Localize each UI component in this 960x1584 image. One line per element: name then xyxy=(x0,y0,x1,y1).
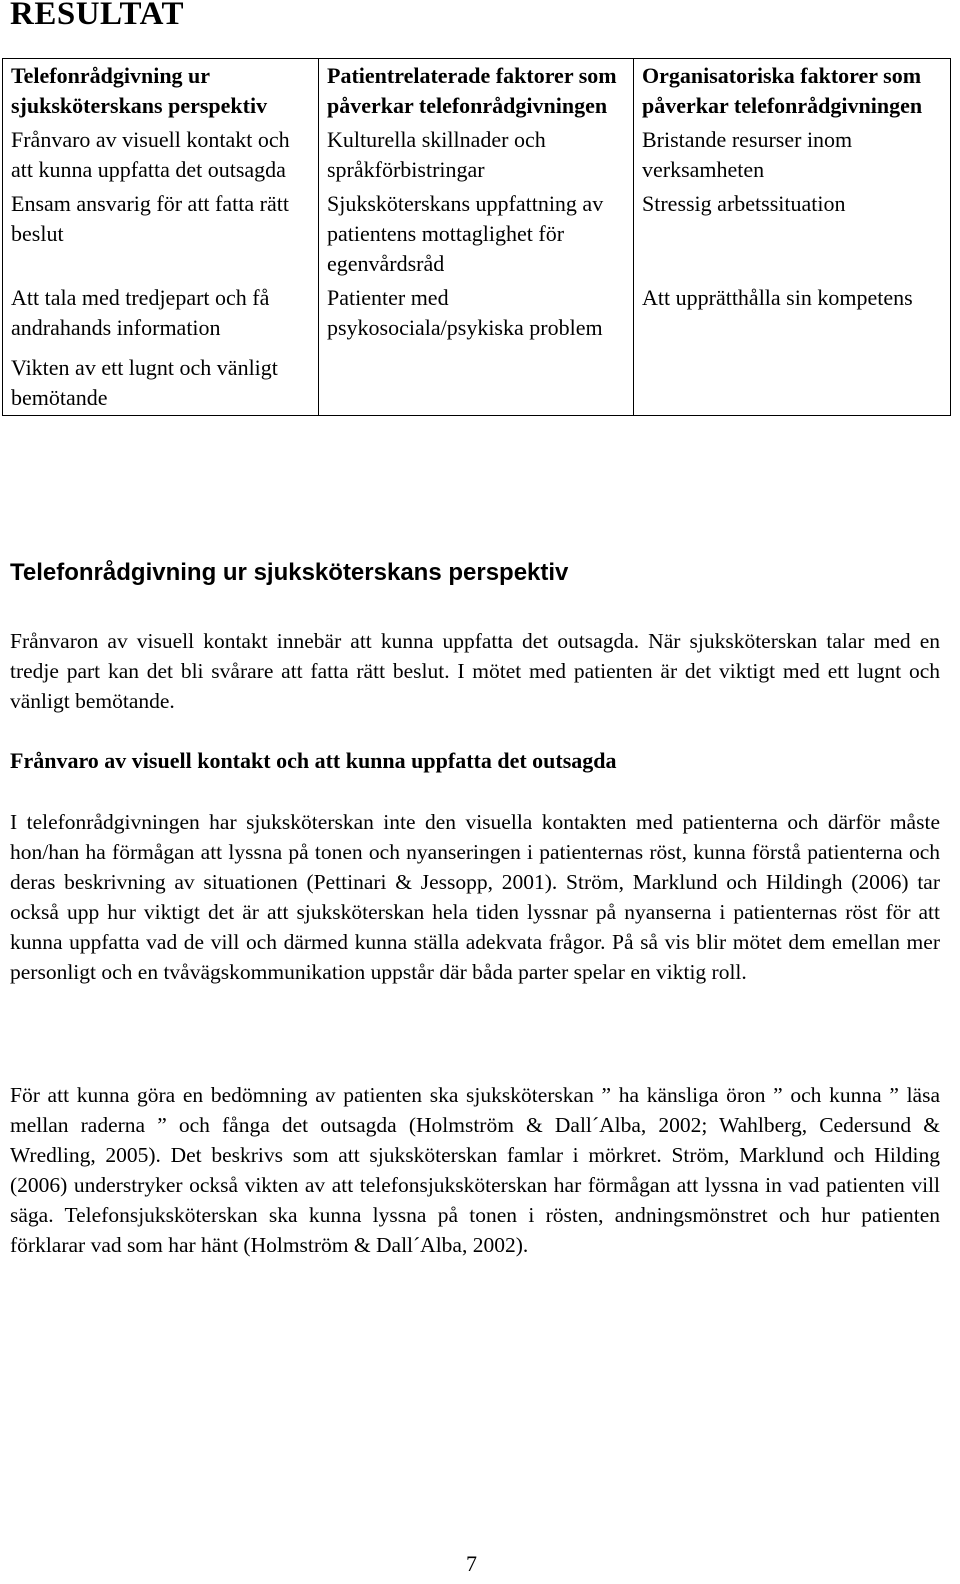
table-cell-col2-item3: Patienter med psykosociala/psykiska problem xyxy=(319,281,634,345)
section-intro-paragraph: Frånvaron av visuell kontakt innebär att kunna uppfatta det outsagda. När sjuksköterskan talar med en tredje part kan det bli svårare att fatta rätt beslut. I mötet med patienten är det viktigt med ett lugnt och vänligt bemötande. xyxy=(10,629,940,713)
table-cell-col1-item1: Frånvaro av visuell kontakt och att kunna uppfatta det outsagda xyxy=(3,123,319,187)
table-cell-col1-item3: Att tala med tredjepart och få andrahands information xyxy=(3,281,319,345)
table-header-col1: Telefonrådgivning ur sjuksköterskans perspektiv xyxy=(3,59,319,124)
table-cell-col2-item1: Kulturella skillnader och språkförbistringar xyxy=(319,123,634,187)
table-cell-col3-item3: Att upprätthålla sin kompetens xyxy=(634,281,951,345)
table-cell-col1-item2: Ensam ansvarig för att fatta rätt beslut xyxy=(3,187,319,281)
page-title: RESULTAT xyxy=(10,0,184,32)
table-header-col2: Patientrelaterade faktorer som påverkar telefonrådgivningen xyxy=(319,59,634,124)
subsection-heading: Frånvaro av visuell kontakt och att kunna uppfatta det outsagda xyxy=(10,748,617,773)
page-number: 7 xyxy=(466,1551,477,1576)
table-cell-col3-empty xyxy=(634,345,951,416)
table-cell-col1-item4: Vikten av ett lugnt och vänligt bemötande xyxy=(3,345,319,416)
table-header-col3: Organisatoriska faktorer som påverkar telefonrådgivningen xyxy=(634,59,951,124)
table-cell-col2-empty xyxy=(319,345,634,416)
table-cell-col3-item1: Bristande resurser inom verksamheten xyxy=(634,123,951,187)
results-theme-table xyxy=(2,58,951,416)
table-cell-col3-item2: Stressig arbetssituation xyxy=(634,187,951,281)
body-paragraph-1: I telefonrådgivningen har sjuksköterskan inte den visuella kontakten med patienterna och därför måste hon/han ha förmågan att lyssna på tonen och nyanseringen i patienternas röst, kunna förstå patienterna och deras beskrivning av situationen (Pettinari & Jessopp, 2001). Ström, Marklund och Hildingh (2006) tar också upp hur viktigt det är att sjuksköterskan hela tiden lyssnar på nyanserna i patienternas röst för att kunna uppfatta vad de vill och därmed kunna ställa adekvata frågor. På så vis blir mötet dem emellan mer personligt och en tvåvägskommunikation uppstår där båda parter spelar en viktig roll. xyxy=(10,810,940,984)
table-cell-col2-item2: Sjuksköterskans uppfattning av patientens mottaglighet för egenvårdsråd xyxy=(319,187,634,281)
body-paragraph-2: För att kunna göra en bedömning av patienten ska sjuksköterskan ” ha känsliga öron ” och kunna ” läsa mellan raderna ” och fånga det outsagda (Holmström & Dall´Alba, 2002; Wahlberg, Cedersund & Wredling, 2005). Det beskrivs som att sjuksköterskan famlar i mörkret. Ström, Marklund och Hilding (2006) understryker också vikten av att telefonsjuksköterskan har förmågan att lyssna in vad patienten vill säga. Telefonsjuksköterskan ska kunna lyssna på tonen i rösten, andningsmönstret och hur patienten förklarar vad som har hänt (Holmström & Dall´Alba, 2002). xyxy=(10,1083,940,1257)
section-heading: Telefonrådgivning ur sjuksköterskans perspektiv xyxy=(10,559,569,586)
